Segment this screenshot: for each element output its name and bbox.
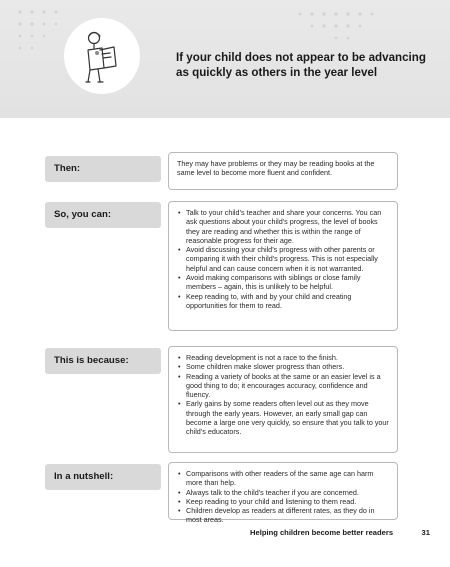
list-item: • Avoid making comparisons with siblings or close family members – again, this is unlikely to be helpful. <box>177 273 390 292</box>
list-item: • Avoid discussing your child’s progress with other parents or comparing it with their child’s progress. This is not especially helpful and can cause concern when it is not warranted. <box>177 245 390 273</box>
bullet-list <box>177 208 390 310</box>
list-item: • Keep reading to, with and by your child and creating opportunities for them to read. <box>177 292 390 311</box>
list-item: • Reading a variety of books at the same or an easier level is a good thing to do; it encourages accuracy, confidence and fluency. <box>177 372 390 400</box>
section-label-in-a-nutshell: In a nutshell: <box>45 464 161 490</box>
section-box-then <box>168 152 398 190</box>
list-item: • Reading development is not a race to the finish. <box>177 353 390 362</box>
list-item: • Some children make slower progress than others. <box>177 362 390 371</box>
bullet-list <box>177 353 390 437</box>
section-label-so-you-can: So, you can: <box>45 202 161 228</box>
title-line-1: If your child does not appear to be advancing <box>176 51 426 64</box>
section-box-so-you-can <box>168 201 398 331</box>
section-label-then: Then: <box>45 156 161 182</box>
list-item: • Early gains by some readers often level out as they move through the early years. However, an early small gap can become a large one very quickly, so ensure that you talk to your child’s educators. <box>177 399 390 436</box>
illustration-circle <box>64 18 140 94</box>
bullet-list <box>177 469 390 525</box>
page-header <box>0 0 450 118</box>
footer-title: Helping children become better readers <box>250 528 394 537</box>
list-item: • Keep reading to your child and listening to them read. <box>177 497 390 506</box>
section-text: They may have problems or they may be reading books at the same level to become more fluent and confident. <box>177 159 375 178</box>
list-item: • Comparisons with other readers of the same age can harm more than help. <box>177 469 390 488</box>
page-number: 31 <box>421 528 430 537</box>
list-item: • Children develop as readers at different rates, as they do in most areas. <box>177 506 390 525</box>
reading-figure-icon <box>64 18 140 94</box>
section-box-in-a-nutshell <box>168 462 398 525</box>
section-label-this-is-because: This is because: <box>45 348 161 374</box>
page-footer <box>250 528 430 537</box>
list-item: • Always talk to the child’s teacher if you are concerned. <box>177 488 390 497</box>
section-box-this-is-because <box>168 346 398 453</box>
list-item: • Talk to your child’s teacher and share your concerns. You can ask questions about your child’s progress, the level of books they are reading and whether this is within the range of reasonable progress for their age. <box>177 208 390 245</box>
page-title <box>176 50 436 80</box>
title-line-2: as quickly as others in the year level <box>176 66 378 79</box>
